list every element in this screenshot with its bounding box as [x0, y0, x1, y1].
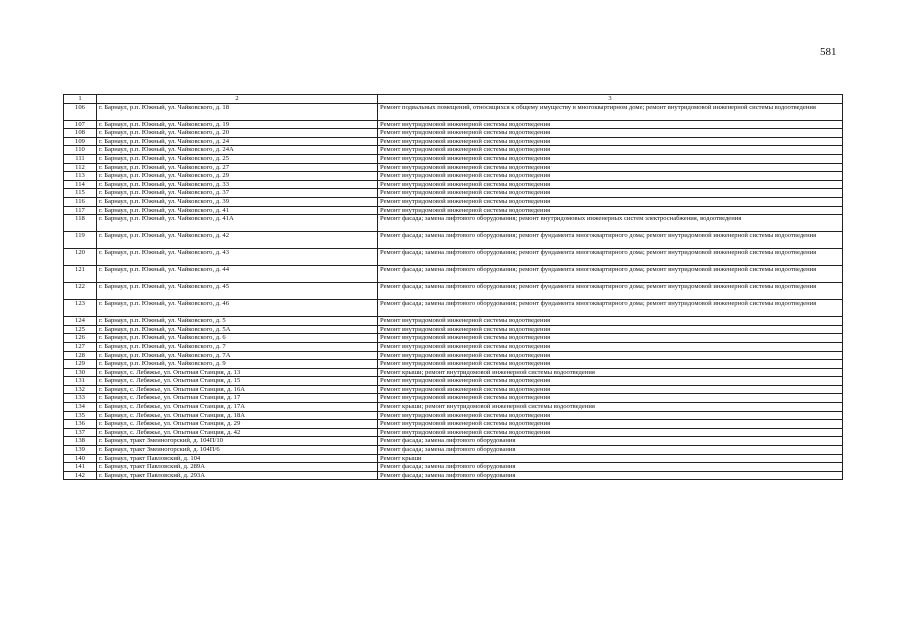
row-number: 132 [64, 385, 97, 394]
row-work: Ремонт внутридомовой инженерной системы водоотведения [378, 334, 843, 343]
table-row [64, 360, 843, 369]
row-work: Ремонт внутридомовой инженерной системы водоотведения [378, 385, 843, 394]
row-address: г. Барнаул, р.п. Южный, ул. Чайковского, д. 45 [97, 283, 378, 300]
table-body [64, 95, 843, 480]
table-row [64, 249, 843, 266]
row-number: 142 [64, 471, 97, 480]
row-work: Ремонт внутридомовой инженерной системы водоотведения [378, 120, 843, 129]
table-row [64, 137, 843, 146]
header-col-1: 1 [64, 95, 97, 104]
row-address: г. Барнаул, р.п. Южный, ул. Чайковского, д. 19 [97, 120, 378, 129]
row-number: 118 [64, 215, 97, 232]
row-address: г. Барнаул, с. Лебяжье, ул. Опытная Станция, д. 13 [97, 368, 378, 377]
row-address: г. Барнаул, тракт Павловский, д. 289А [97, 463, 378, 472]
table-row [64, 342, 843, 351]
row-address: г. Барнаул, р.п. Южный, ул. Чайковского, д. 43 [97, 249, 378, 266]
row-work: Ремонт фасада; замена лифтового оборудования; ремонт фундамента многоквартирного дома; ремонт внутридомовой инженерной системы водоотведения [378, 232, 843, 249]
row-number: 112 [64, 163, 97, 172]
row-number: 107 [64, 120, 97, 129]
table-row [64, 180, 843, 189]
row-address: г. Барнаул, р.п. Южный, ул. Чайковского, д. 27 [97, 163, 378, 172]
row-work: Ремонт внутридомовой инженерной системы водоотведения [378, 163, 843, 172]
table-row [64, 334, 843, 343]
table-row [64, 163, 843, 172]
table-row [64, 283, 843, 300]
row-work: Ремонт крыши; ремонт внутридомовой инженерной системы водоотведения [378, 403, 843, 412]
row-number: 127 [64, 342, 97, 351]
row-address: г. Барнаул, р.п. Южный, ул. Чайковского, д. 42 [97, 232, 378, 249]
row-work: Ремонт крыши [378, 454, 843, 463]
row-work: Ремонт фасада; замена лифтового оборудования; ремонт внутридомовых инженерных систем электроснабжения, водоотведения [378, 215, 843, 232]
row-number: 134 [64, 403, 97, 412]
table-row [64, 266, 843, 283]
row-address: г. Барнаул, р.п. Южный, ул. Чайковского, д. 6 [97, 334, 378, 343]
row-work: Ремонт внутридомовой инженерной системы водоотведения [378, 377, 843, 386]
header-col-3: 3 [378, 95, 843, 104]
row-address: г. Барнаул, с. Лебяжье, ул. Опытная Станция, д. 18А [97, 411, 378, 420]
row-address: г. Барнаул, р.п. Южный, ул. Чайковского, д. 9 [97, 360, 378, 369]
row-number: 128 [64, 351, 97, 360]
row-address: г. Барнаул, р.п. Южный, ул. Чайковского, д. 41А [97, 215, 378, 232]
table-row [64, 103, 843, 120]
row-address: г. Барнаул, р.п. Южный, ул. Чайковского, д. 29 [97, 172, 378, 181]
row-work: Ремонт фасада; замена лифтового оборудования; ремонт фундамента многоквартирного дома; ремонт внутридомовой инженерной системы водоотведения [378, 249, 843, 266]
row-work: Ремонт внутридомовой инженерной системы водоотведения [378, 394, 843, 403]
table-row [64, 471, 843, 480]
table-row [64, 129, 843, 138]
page-number: 581 [820, 46, 837, 58]
row-address: г. Барнаул, с. Лебяжье, ул. Опытная Станция, д. 16А [97, 385, 378, 394]
row-address: г. Барнаул, р.п. Южный, ул. Чайковского, д. 39 [97, 197, 378, 206]
table-row [64, 232, 843, 249]
row-work: Ремонт фасада; замена лифтового оборудования; ремонт фундамента многоквартирного дома; ремонт внутридомовой инженерной системы водоотведения [378, 283, 843, 300]
table-row [64, 206, 843, 215]
row-number: 113 [64, 172, 97, 181]
row-number: 125 [64, 325, 97, 334]
table-row [64, 172, 843, 181]
row-number: 114 [64, 180, 97, 189]
table-row [64, 454, 843, 463]
row-number: 133 [64, 394, 97, 403]
row-address: г. Барнаул, с. Лебяжье, ул. Опытная Станция, д. 17 [97, 394, 378, 403]
table-row [64, 120, 843, 129]
row-number: 135 [64, 411, 97, 420]
row-address: г. Барнаул, р.п. Южный, ул. Чайковского, д. 24А [97, 146, 378, 155]
row-number: 111 [64, 154, 97, 163]
row-address: г. Барнаул, р.п. Южный, ул. Чайковского, д. 5А [97, 325, 378, 334]
row-number: 120 [64, 249, 97, 266]
row-number: 109 [64, 137, 97, 146]
row-work: Ремонт внутридомовой инженерной системы водоотведения [378, 420, 843, 429]
row-number: 129 [64, 360, 97, 369]
row-number: 115 [64, 189, 97, 198]
row-number: 141 [64, 463, 97, 472]
row-address: г. Барнаул, тракт Павловский, д. 104 [97, 454, 378, 463]
row-work: Ремонт внутридомовой инженерной системы водоотведения [378, 189, 843, 198]
row-work: Ремонт крыши; ремонт внутридомовой инженерной системы водоотведения [378, 368, 843, 377]
row-work: Ремонт внутридомовой инженерной системы водоотведения [378, 197, 843, 206]
row-address: г. Барнаул, р.п. Южный, ул. Чайковского, д. 46 [97, 300, 378, 317]
row-work: Ремонт внутридомовой инженерной системы водоотведения [378, 146, 843, 155]
table-row [64, 154, 843, 163]
row-number: 126 [64, 334, 97, 343]
row-work: Ремонт фасада; замена лифтового оборудования; ремонт фундамента многоквартирного дома; ремонт внутридомовой инженерной системы водоотведения [378, 266, 843, 283]
row-number: 130 [64, 368, 97, 377]
table-row [64, 463, 843, 472]
row-work: Ремонт внутридомовой инженерной системы водоотведения [378, 325, 843, 334]
row-address: г. Барнаул, р.п. Южный, ул. Чайковского, д. 7А [97, 351, 378, 360]
table-row [64, 325, 843, 334]
row-address: г. Барнаул, р.п. Южный, ул. Чайковского, д. 41 [97, 206, 378, 215]
table-row [64, 189, 843, 198]
row-number: 122 [64, 283, 97, 300]
row-address: г. Барнаул, р.п. Южный, ул. Чайковского, д. 24 [97, 137, 378, 146]
row-work: Ремонт фасада; замена лифтового оборудования [378, 437, 843, 446]
table-row [64, 446, 843, 455]
row-number: 116 [64, 197, 97, 206]
row-number: 138 [64, 437, 97, 446]
table-header-row [64, 95, 843, 104]
row-address: г. Барнаул, р.п. Южный, ул. Чайковского, д. 5 [97, 317, 378, 326]
table-row [64, 300, 843, 317]
row-address: г. Барнаул, с. Лебяжье, ул. Опытная Станция, д. 15 [97, 377, 378, 386]
table-row [64, 351, 843, 360]
table-row [64, 146, 843, 155]
row-work: Ремонт фасада; замена лифтового оборудования; ремонт фундамента многоквартирного дома; ремонт внутридомовой инженерной системы водоотведения [378, 300, 843, 317]
table-row [64, 403, 843, 412]
row-work: Ремонт внутридомовой инженерной системы водоотведения [378, 129, 843, 138]
row-work: Ремонт внутридомовой инженерной системы водоотведения [378, 206, 843, 215]
row-work: Ремонт внутридомовой инженерной системы водоотведения [378, 360, 843, 369]
row-number: 123 [64, 300, 97, 317]
row-number: 108 [64, 129, 97, 138]
row-number: 136 [64, 420, 97, 429]
row-address: г. Барнаул, р.п. Южный, ул. Чайковского, д. 25 [97, 154, 378, 163]
header-col-2: 2 [97, 95, 378, 104]
row-address: г. Барнаул, тракт Павловский, д. 293А [97, 471, 378, 480]
row-work: Ремонт внутридомовой инженерной системы водоотведения [378, 428, 843, 437]
row-address: г. Барнаул, р.п. Южный, ул. Чайковского, д. 20 [97, 129, 378, 138]
row-address: г. Барнаул, тракт Змеиногорский, д. 104П/10 [97, 437, 378, 446]
row-address: г. Барнаул, с. Лебяжье, ул. Опытная Станция, д. 29 [97, 420, 378, 429]
row-work: Ремонт фасада; замена лифтового оборудования [378, 446, 843, 455]
row-address: г. Барнаул, р.п. Южный, ул. Чайковского, д. 44 [97, 266, 378, 283]
table-row [64, 215, 843, 232]
table-row [64, 368, 843, 377]
row-address: г. Барнаул, р.п. Южный, ул. Чайковского, д. 37 [97, 189, 378, 198]
row-work: Ремонт подвальных помещений, относящихся к общему имуществу в многоквартирном доме; ремонт внутридомовой инженерной системы водоотведения [378, 103, 843, 120]
row-work: Ремонт внутридомовой инженерной системы водоотведения [378, 137, 843, 146]
row-work: Ремонт внутридомовой инженерной системы водоотведения [378, 351, 843, 360]
row-number: 117 [64, 206, 97, 215]
row-work: Ремонт внутридомовой инженерной системы водоотведения [378, 411, 843, 420]
row-work: Ремонт фасада; замена лифтового оборудования [378, 471, 843, 480]
table-row [64, 197, 843, 206]
table-row [64, 394, 843, 403]
row-address: г. Барнаул, с. Лебяжье, ул. Опытная Станция, д. 17А [97, 403, 378, 412]
row-work: Ремонт внутридомовой инженерной системы водоотведения [378, 180, 843, 189]
table-row [64, 420, 843, 429]
row-number: 106 [64, 103, 97, 120]
row-number: 131 [64, 377, 97, 386]
row-address: г. Барнаул, с. Лебяжье, ул. Опытная Станция, д. 42 [97, 428, 378, 437]
table-row [64, 437, 843, 446]
row-number: 139 [64, 446, 97, 455]
row-number: 137 [64, 428, 97, 437]
table-row [64, 317, 843, 326]
table-row [64, 411, 843, 420]
row-address: г. Барнаул, тракт Змеиногорский, д. 104П/6 [97, 446, 378, 455]
table-row [64, 385, 843, 394]
table-row [64, 428, 843, 437]
row-work: Ремонт внутридомовой инженерной системы водоотведения [378, 172, 843, 181]
row-address: г. Барнаул, р.п. Южный, ул. Чайковского, д. 33 [97, 180, 378, 189]
row-address: г. Барнаул, р.п. Южный, ул. Чайковского, д. 18 [97, 103, 378, 120]
row-number: 140 [64, 454, 97, 463]
row-work: Ремонт фасада; замена лифтового оборудования [378, 463, 843, 472]
row-number: 110 [64, 146, 97, 155]
row-address: г. Барнаул, р.п. Южный, ул. Чайковского, д. 7 [97, 342, 378, 351]
table-row [64, 377, 843, 386]
row-number: 119 [64, 232, 97, 249]
row-work: Ремонт внутридомовой инженерной системы водоотведения [378, 154, 843, 163]
row-work: Ремонт внутридомовой инженерной системы водоотведения [378, 342, 843, 351]
row-work: Ремонт внутридомовой инженерной системы водоотведения [378, 317, 843, 326]
repair-table [63, 94, 843, 480]
row-number: 124 [64, 317, 97, 326]
row-number: 121 [64, 266, 97, 283]
